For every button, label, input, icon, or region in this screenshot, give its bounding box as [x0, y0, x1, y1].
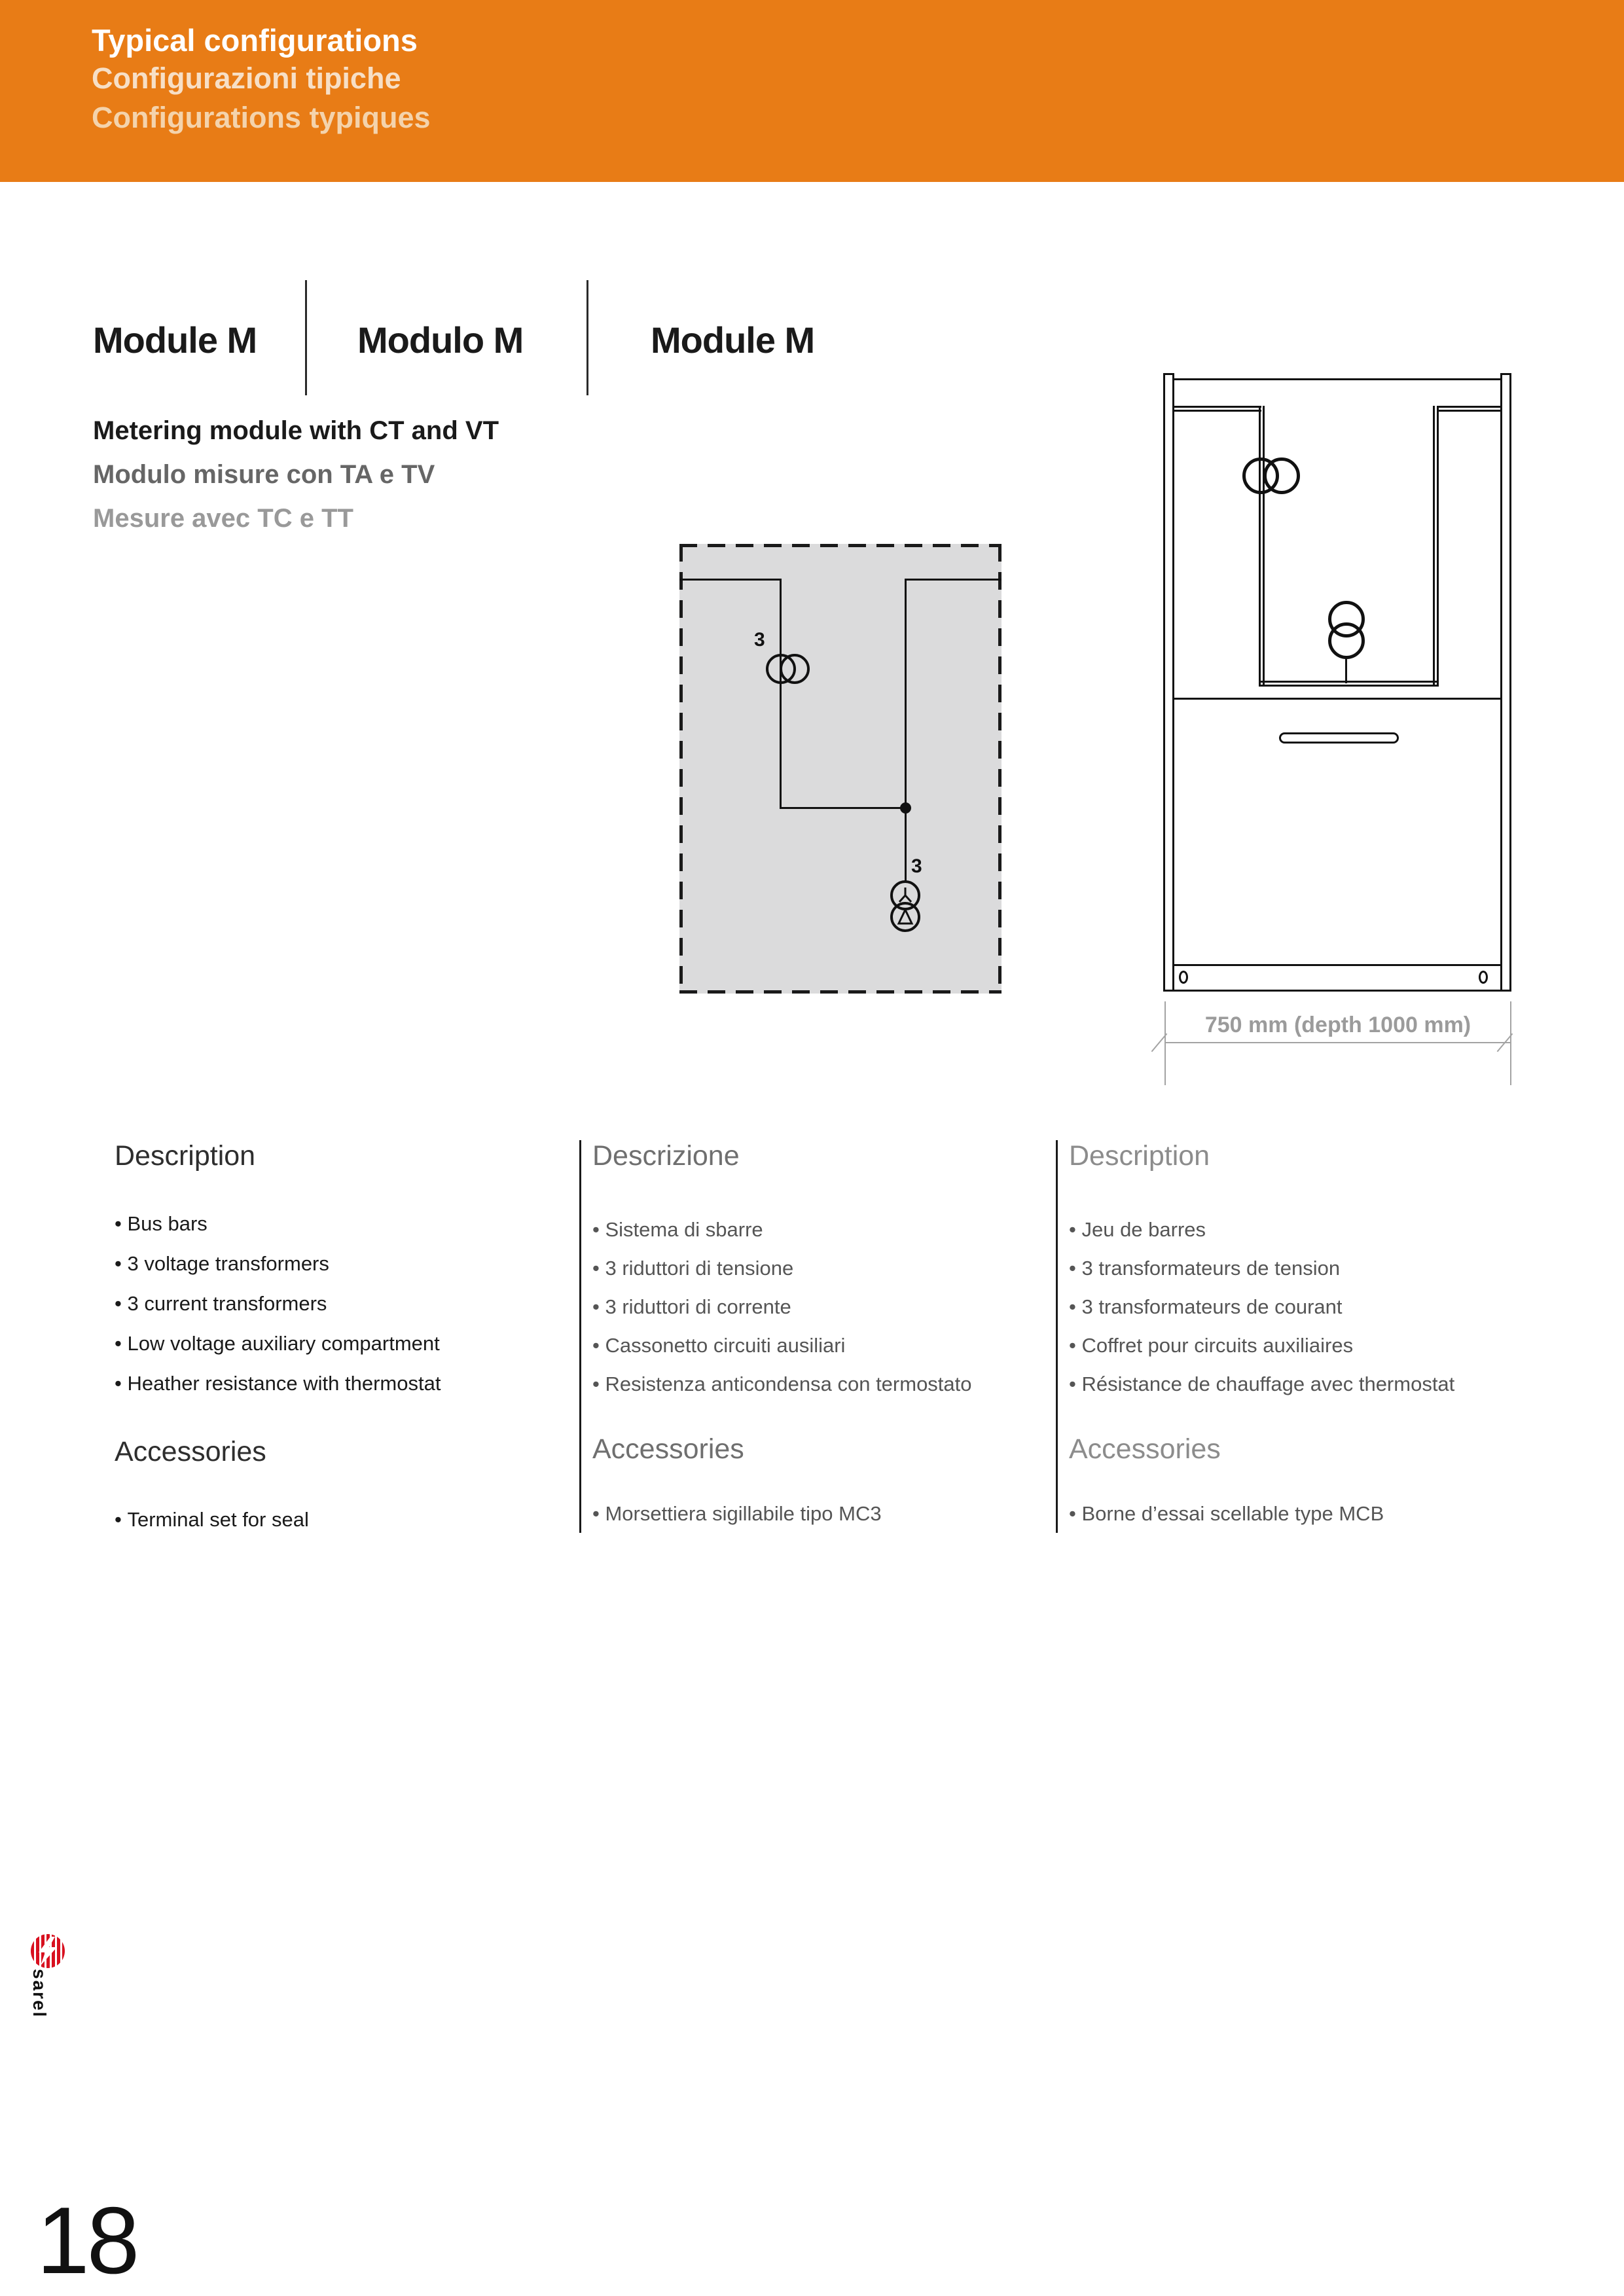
header-title-en: Typical configurations [92, 23, 418, 58]
feature-list [592, 1210, 1044, 1403]
door-handle [1279, 732, 1399, 744]
feeder-line-left [780, 579, 782, 809]
list-item: • Morsettiera sigillabile tipo MC3 [592, 1494, 1044, 1533]
list-item: • 3 transformateurs de tension [1069, 1249, 1527, 1287]
bolt-hole-icon [1179, 971, 1188, 984]
ct-count-label: 3 [754, 629, 765, 651]
list-item: • Cassonetto circuiti ausiliari [592, 1326, 1044, 1365]
column-french [1069, 1140, 1527, 1533]
subtitle-it: Modulo misure con TA e TV [93, 460, 435, 489]
cabinet-base-strip [1174, 964, 1500, 992]
cabinet-left-rail [1163, 373, 1174, 992]
column-divider-1 [579, 1140, 581, 1533]
accessories-list [592, 1494, 1044, 1533]
cabinet-right-rail [1500, 373, 1511, 992]
list-item: • Borne d’essai scellable type MCB [1069, 1494, 1527, 1533]
column-heading: Description [115, 1140, 256, 1172]
busbar-line-right [905, 579, 1001, 581]
column-divider-2 [1056, 1140, 1058, 1533]
accessories-heading: Accessories [1069, 1433, 1221, 1465]
vt-count-label: 3 [911, 855, 922, 877]
cabinet-top-line [1174, 378, 1500, 380]
list-item: • Bus bars [115, 1204, 547, 1244]
bolt-hole-icon [1479, 971, 1488, 984]
column-heading: Description [1069, 1140, 1210, 1172]
busbar-duct-up-right [1433, 406, 1439, 687]
column-english [115, 1140, 547, 1539]
list-item: • 3 current transformers [115, 1283, 547, 1323]
busbar-duct-down-left [1259, 406, 1265, 687]
busbar-duct-bottom [1259, 681, 1439, 687]
list-item: • Low voltage auxiliary compartment [115, 1323, 547, 1363]
list-item: • Heather resistance with thermostat [115, 1363, 547, 1403]
accessories-heading: Accessories [592, 1433, 744, 1465]
column-heading: Descrizione [592, 1140, 740, 1172]
dimension-label: 750 mm (depth 1000 mm) [1204, 1013, 1471, 1037]
list-item: • Jeu de barres [1069, 1210, 1527, 1249]
accessories-list [115, 1499, 547, 1539]
dashed-border-bottom [679, 990, 1001, 994]
vt-stem-line [1345, 656, 1347, 683]
feature-list [115, 1204, 547, 1403]
list-item: • Sistema di sbarre [592, 1210, 1044, 1249]
subtitle-fr: Mesure avec TC e TT [93, 504, 353, 533]
page-number: 18 [37, 2187, 137, 2293]
list-item: • Coffret pour circuits auxiliaires [1069, 1326, 1527, 1365]
busbar-line-left [679, 579, 781, 581]
list-item: • Terminal set for seal [115, 1499, 547, 1539]
dimension-line [1165, 1042, 1511, 1043]
cabinet-drawing [1159, 370, 1517, 1096]
accessories-list [1069, 1494, 1527, 1533]
list-item: • 3 riduttori di corrente [592, 1287, 1044, 1326]
single-line-diagram [679, 544, 1001, 994]
module-title-fr: Module M [651, 319, 815, 361]
lightning-bolt-icon [31, 1934, 65, 1968]
header-title-fr: Configurations typiques [92, 101, 431, 134]
compartment-divider-line [1174, 698, 1500, 700]
junction-dot [900, 802, 911, 814]
current-transformer-icon [780, 654, 810, 684]
busbar-duct-right [1439, 406, 1500, 412]
voltage-transformer-icon [1328, 622, 1365, 659]
sarel-logo-text: sarel [29, 1969, 50, 2018]
sarel-logo-icon [31, 1934, 65, 1968]
busbar-duct-left [1174, 406, 1261, 412]
feeder-line-right [905, 579, 907, 883]
list-item: • Résistance de chauffage avec thermostat [1069, 1365, 1527, 1403]
module-title-en: Module M [93, 319, 257, 361]
module-title-it: Modulo M [357, 319, 524, 361]
dashed-border-left [679, 544, 683, 994]
list-item: • 3 riduttori di tensione [592, 1249, 1044, 1287]
column-italian [592, 1140, 1044, 1533]
voltage-transformer-delta-icon [890, 902, 920, 932]
title-divider-1 [305, 280, 307, 395]
page-header [0, 0, 1624, 182]
dashed-border-top [679, 544, 1001, 547]
accessories-heading: Accessories [115, 1436, 266, 1467]
dashed-border-right [998, 544, 1001, 994]
list-item: • 3 transformateurs de courant [1069, 1287, 1527, 1326]
current-transformer-icon [1263, 457, 1300, 494]
feeder-line-mid [780, 807, 907, 809]
feature-list [1069, 1210, 1527, 1403]
subtitle-en: Metering module with CT and VT [93, 416, 499, 445]
list-item: • 3 voltage transformers [115, 1244, 547, 1283]
title-divider-2 [586, 280, 588, 395]
header-title-it: Configurazioni tipiche [92, 62, 401, 95]
list-item: • Resistenza anticondensa con termostato [592, 1365, 1044, 1403]
